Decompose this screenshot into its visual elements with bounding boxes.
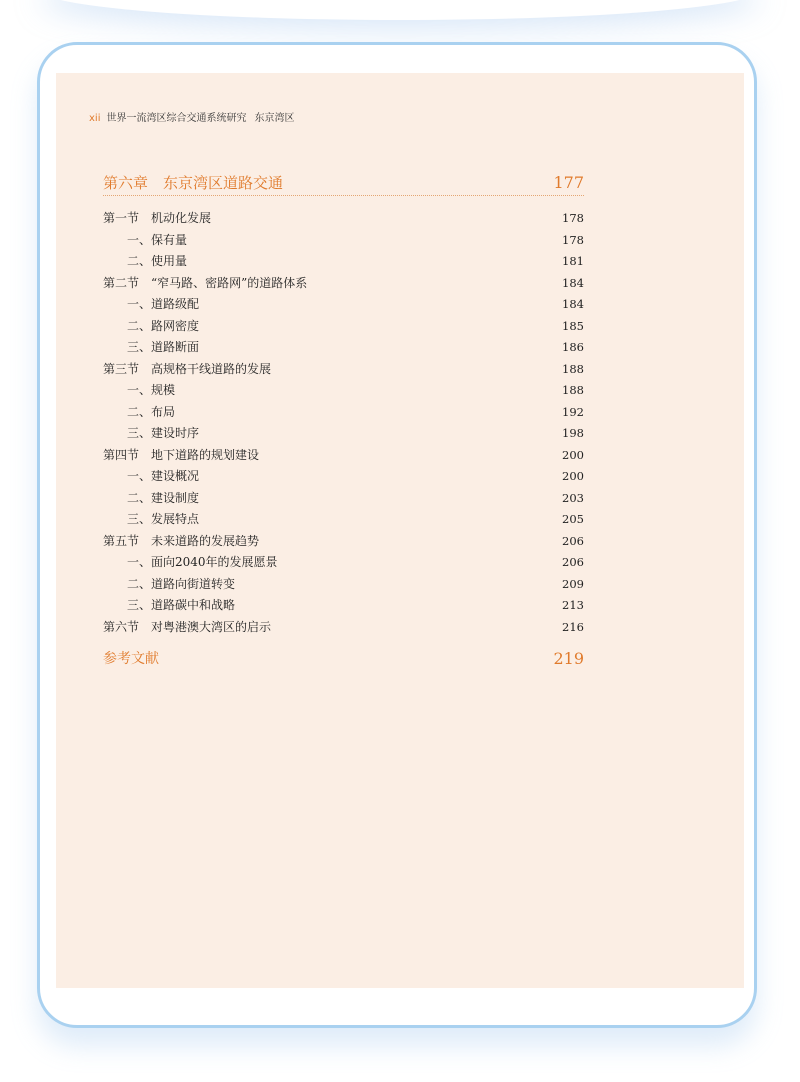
toc-item-page: 216 (562, 619, 584, 634)
toc-item-page: 178 (562, 211, 584, 225)
toc-item-title: 第五节 未来道路的发展趋势 (103, 533, 260, 548)
toc-item-title: 第六节 对粤港澳大湾区的启示 (103, 619, 272, 634)
toc-section-item[interactable] (103, 273, 584, 295)
toc-item-title: 一、规模 (127, 383, 176, 397)
toc-item-title: 三、建设时序 (127, 426, 200, 440)
toc-section-item[interactable] (103, 617, 584, 639)
toc-item-title: 第四节 地下道路的规划建设 (103, 447, 260, 462)
references-entry[interactable] (103, 649, 584, 671)
toc-item-title: 第二节 “窄马路、密路网”的道路体系 (103, 275, 308, 290)
toc-item-page: 213 (562, 598, 584, 612)
toc-subsection-item[interactable] (103, 402, 584, 424)
toc-subsection-item[interactable] (103, 230, 584, 252)
toc-item-title: 三、道路断面 (127, 340, 200, 354)
chapter-heading[interactable] (103, 173, 584, 196)
toc-item-title: 二、布局 (127, 404, 176, 419)
toc-item-page: 178 (562, 232, 584, 247)
toc-subsection-item[interactable] (103, 316, 584, 338)
toc-subsection-item[interactable] (103, 574, 584, 596)
toc-subsection-item[interactable] (103, 337, 584, 359)
toc-item-title: 三、发展特点 (127, 512, 200, 526)
toc-section-item[interactable] (103, 208, 584, 230)
toc-subsection-item[interactable] (103, 488, 584, 510)
toc-item-page: 205 (562, 512, 584, 526)
toc-item-page: 184 (562, 297, 584, 311)
toc-subsection-item[interactable] (103, 595, 584, 617)
toc-item-title: 一、保有量 (127, 232, 188, 247)
toc-item-page: 181 (562, 254, 584, 268)
toc-item-title: 二、建设制度 (127, 490, 200, 505)
header-page-number: xii (89, 113, 101, 124)
toc-item-title: 第一节 机动化发展 (103, 211, 212, 225)
top-glow (40, 0, 760, 20)
toc-item-title: 一、建设概况 (127, 469, 200, 483)
header-book-title: 世界一流湾区综合交通系统研究 (106, 113, 247, 124)
toc-section-item[interactable] (103, 445, 584, 467)
toc-item-title: 第三节 高规格干线道路的发展 (103, 361, 272, 376)
header-section: 东京湾区 (254, 113, 295, 124)
toc-item-title: 二、使用量 (127, 254, 188, 268)
toc-subsection-item[interactable] (103, 466, 584, 488)
toc-subsection-item[interactable] (103, 423, 584, 445)
toc-subsection-item[interactable] (103, 552, 584, 574)
references-title: 参考文献 (103, 651, 159, 667)
toc-item-page: 200 (562, 469, 584, 483)
running-header (89, 109, 294, 124)
toc-section-item[interactable] (103, 359, 584, 381)
document-page (56, 73, 744, 988)
toc-item-title: 三、道路碳中和战略 (127, 598, 236, 612)
toc-item-page: 192 (562, 404, 584, 419)
toc-item-title: 一、道路级配 (127, 297, 200, 311)
toc-item-page: 188 (562, 383, 584, 397)
chapter-page: 177 (553, 173, 584, 192)
toc-item-title: 二、路网密度 (127, 318, 200, 333)
chapter-title: 第六章 东京湾区道路交通 (103, 174, 284, 192)
table-of-contents (103, 208, 584, 638)
toc-item-page: 188 (562, 361, 584, 376)
toc-item-page: 198 (562, 426, 584, 440)
toc-item-page: 185 (562, 318, 584, 333)
toc-subsection-item[interactable] (103, 380, 584, 402)
toc-item-page: 203 (562, 490, 584, 505)
toc-item-page: 209 (562, 576, 584, 591)
references-page: 219 (553, 649, 584, 668)
toc-subsection-item[interactable] (103, 251, 584, 273)
toc-item-page: 206 (562, 555, 584, 569)
toc-section-item[interactable] (103, 531, 584, 553)
toc-item-title: 二、道路向街道转变 (127, 576, 236, 591)
toc-subsection-item[interactable] (103, 509, 584, 531)
toc-item-page: 200 (562, 447, 584, 462)
toc-item-page: 184 (562, 275, 584, 290)
toc-item-page: 206 (562, 533, 584, 548)
toc-item-page: 186 (562, 340, 584, 354)
toc-subsection-item[interactable] (103, 294, 584, 316)
toc-item-title: 一、面向2040年的发展愿景 (127, 555, 278, 569)
